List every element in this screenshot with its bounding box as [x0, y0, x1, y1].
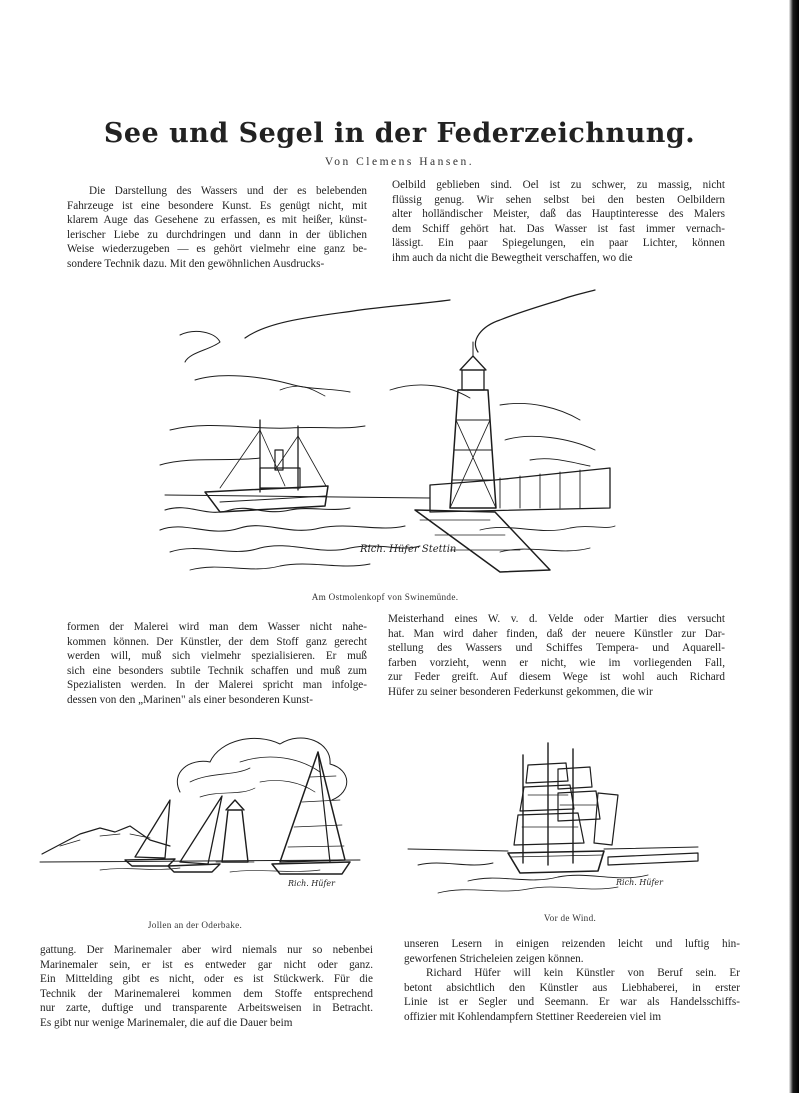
text-line: Es gibt nur wenige Marinemaler, die auf die Dauer beim	[40, 1016, 293, 1029]
text-line: kommen können. Der Künstler, der dem Stoff ganz gerecht	[67, 635, 367, 648]
text-line: Technik der Marinemalerei kommen dem Stoffe entsprechend	[40, 987, 373, 1000]
illustration-dinghies-beacon	[40, 722, 370, 888]
figure3-caption: Vor de Wind.	[543, 913, 597, 923]
illustration-lighthouse-steamer	[150, 280, 620, 585]
illustration-ship-downwind	[398, 735, 708, 905]
article-title: See und Segel in der Federzeichnung.	[103, 118, 696, 149]
text-line: farben vorzieht, wenn er nicht, wie im vorliegenden Fall,	[388, 656, 725, 669]
text-line: Linie ist er Segler und Seemann. Er war als Handelsschiffs-	[404, 996, 740, 1009]
text-line: betont absichtlich den Künstler aus Liebhaberei, in erster	[404, 981, 740, 994]
text-line: Meisterhand eines W. v. d. Velde oder Martier dies versucht	[388, 613, 725, 625]
text-line: unseren Lesern in einigen reizenden leicht und luftig hin-	[404, 938, 740, 950]
figure1-signature: Rich. Hüfer Stettin	[360, 544, 457, 555]
text-line: zur Feder greift. Auf diesem Wege ist wohl auch Richard	[388, 671, 725, 684]
text-line: flüssig genug. Wir sehen selbst bei den besten Oelbildern	[392, 193, 725, 206]
text-line: lerischer Liebe zu durchdringen und dann in der üblichen	[67, 228, 367, 241]
text-line: offizier mit Kohlendampfern Stettiner Reedereien viel im	[404, 1010, 662, 1023]
text-line: Ein Mittelding gibt es nicht, oder es ist Stückwerk. Für die	[40, 973, 373, 986]
text-line: Spezialisten werden. In der Malerei spricht man infolge-	[67, 679, 367, 692]
text-line: ihm auch da nicht die Bewegtheit verschaffen, wo die	[392, 251, 633, 264]
text-column-2-right	[388, 612, 725, 700]
text-line: dem Schiff gehört hat. Das Wasser ist fast immer vernach-	[392, 222, 725, 235]
text-line: Die Darstellung des Wassers und der es belebenden	[89, 185, 367, 197]
text-line: gattung. Der Marinemaler aber wird niemals nur so nebenbei	[40, 944, 373, 956]
text-line: Weise wiederzugeben — es gehört vielmehr eine ganz be-	[67, 243, 367, 256]
text-line: klarem Auge das Gesehene zu erfassen, es mit heißer, künst-	[67, 214, 367, 227]
text-column-3-right	[404, 937, 740, 1025]
text-line: lässigt. Ein paar Spiegelungen, ein paar Lichter, können	[392, 237, 725, 250]
text-column-1-right	[392, 178, 725, 266]
text-line: sich eine besonders subtile Technik schaffen und muß zum	[67, 664, 367, 677]
text-line: Marinemaler sein, er ist es entweder gar nicht oder ganz.	[40, 958, 373, 971]
text-line: Hüfer zu seiner besonderen Federkunst gekommen, die wir	[388, 685, 653, 698]
text-column-3-left	[40, 943, 373, 1031]
text-line: dessen von den „Marinen" als einer besonderen Kunst-	[67, 693, 313, 706]
text-line: alter holländischer Meister, daß das Hauptinteresse des Malers	[392, 208, 725, 221]
text-line: stellung des Wassers und Schiffes Tempera- und Aquarell-	[388, 642, 725, 655]
figure3-signature: Rich. Hüfer	[616, 878, 663, 887]
text-line: sondere Technik dazu. Mit den gewöhnlichen Ausdrucks-	[67, 257, 325, 270]
figure2-caption: Jollen an der Oderbake.	[147, 920, 243, 930]
text-column-2-left	[67, 620, 367, 708]
text-line: Fahrzeuge ist eine besondere Kunst. Es genügt nicht, mit	[67, 199, 367, 212]
text-line: hat. Man wird daher finden, daß der neuere Künstler zur Dar-	[388, 627, 725, 640]
text-line: Oelbild geblieben sind. Oel ist zu schwer, zu massig, nicht	[392, 179, 725, 191]
text-line: formen der Malerei wird man dem Wasser nicht nahe-	[67, 621, 367, 633]
text-line: werden will, muß sich vielmehr spezialisieren. Er muß	[67, 650, 367, 663]
text-line: nur zarte, duftige und transparente Arbeitsweisen in Betracht.	[40, 1002, 373, 1015]
figure2-signature: Rich. Hüfer	[288, 879, 335, 888]
text-line: Richard Hüfer will kein Künstler von Beruf sein. Er	[426, 967, 740, 980]
text-column-1-left	[67, 184, 367, 272]
figure1-caption: Am Ostmolenkopf von Swinemünde.	[311, 592, 459, 602]
article-byline: Von Clemens Hansen.	[324, 156, 475, 168]
text-line: geworfenen Stricheleien zeigen können.	[404, 952, 584, 965]
